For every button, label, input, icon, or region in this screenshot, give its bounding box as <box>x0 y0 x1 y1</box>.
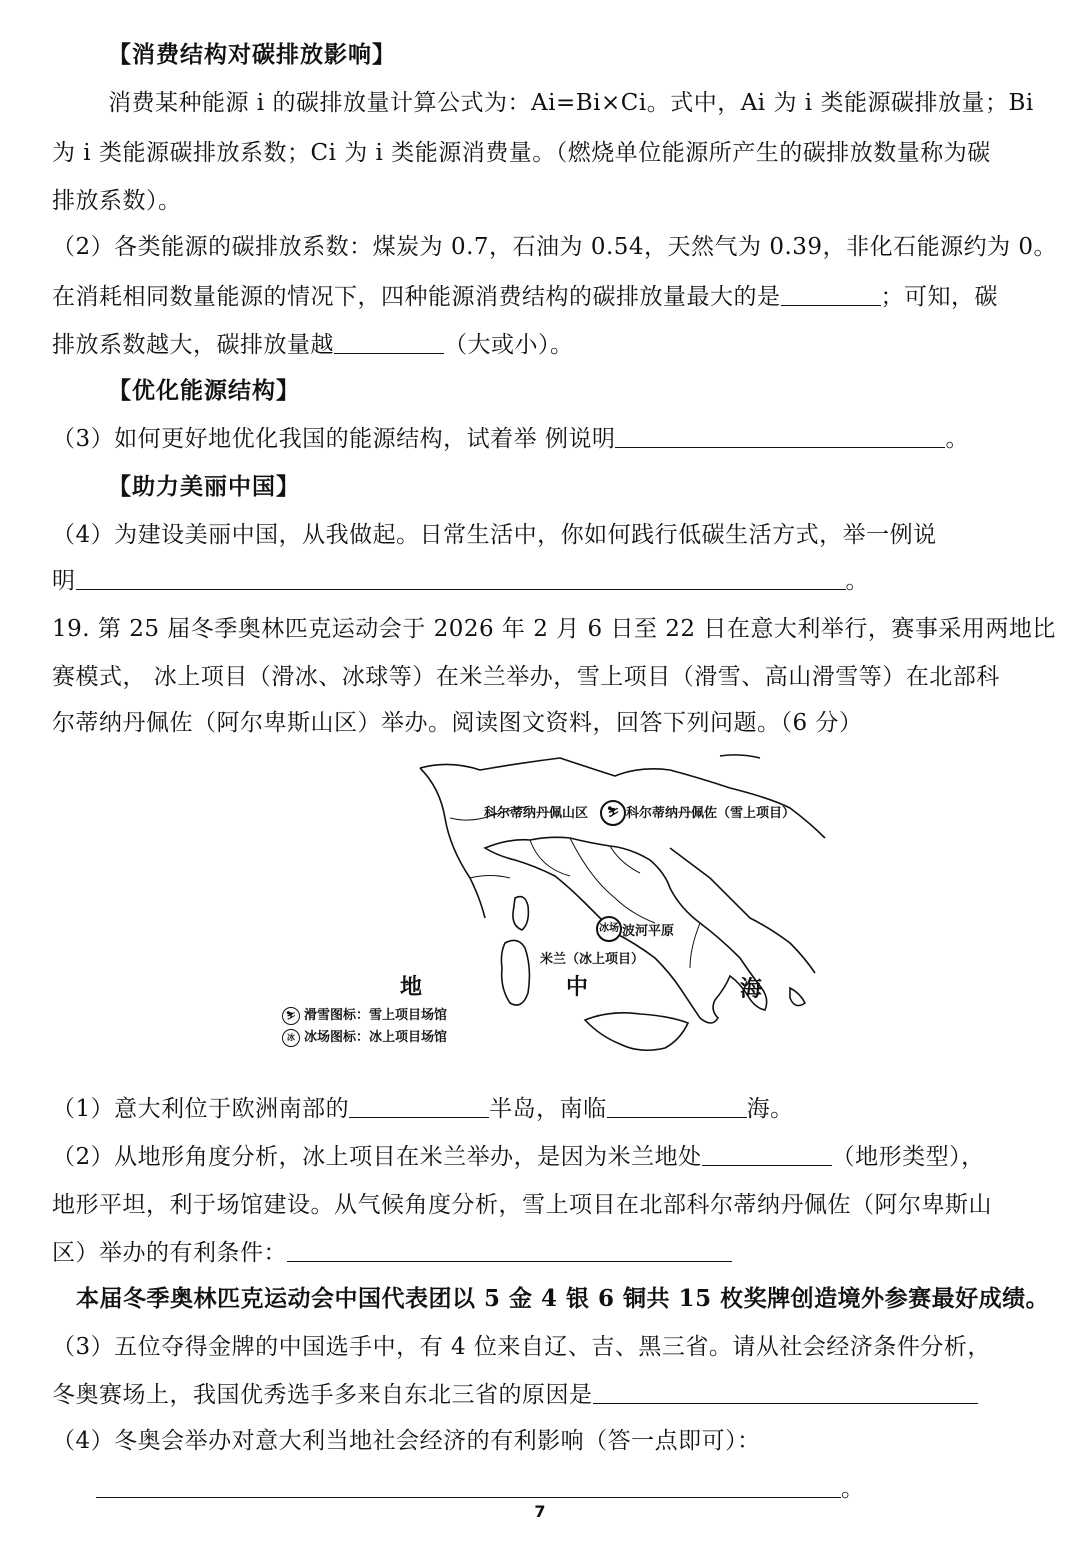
ice-venue-icon: 冰场 <box>596 916 622 942</box>
part-1-text-c: 海。 <box>746 1096 794 1122</box>
question-4-period: 。 <box>845 568 869 594</box>
part-2-line3 <box>52 1238 1040 1268</box>
question-19-line3: 尔蒂纳丹佩佐（阿尔卑斯山区）举办。阅读图文资料，回答下列问题。（6 分） <box>52 710 863 736</box>
question-3-period: 。 <box>945 426 969 452</box>
question-2-text-d: （大或小）。 <box>444 332 574 358</box>
answer-blank-peninsula[interactable] <box>349 1095 489 1118</box>
ski-venue-icon: ⛷ <box>600 800 626 826</box>
part-3-text: 冬奥赛场上，我国优秀选手多来自东北三省的原因是 <box>52 1382 593 1408</box>
part-4-line2 <box>96 1474 1040 1504</box>
part-4-period: 。 <box>841 1476 865 1502</box>
question-2-line3 <box>52 330 1040 360</box>
question-2-text-b: ；可知，碳 <box>880 284 998 310</box>
answer-blank-landform[interactable] <box>702 1143 832 1166</box>
map-label-po-plain: 波河平原 <box>622 924 675 939</box>
answer-blank-climate[interactable] <box>287 1239 732 1262</box>
question-4-line1: （4）为建设美丽中国，从我做起。日常生活中，你如何践行低碳生活方式，举一例说 <box>52 522 937 548</box>
sea-label-char3: 海 <box>740 976 763 1002</box>
part-2-line2: 地形平坦，利于场馆建设。从气候角度分析，雪上项目在北部科尔蒂纳丹佩佐（阿尔卑斯山 <box>52 1192 992 1218</box>
answer-blank-max-emission[interactable] <box>781 283 881 306</box>
answer-blank-economic-impact[interactable] <box>96 1475 841 1498</box>
legend-ice <box>282 1026 447 1047</box>
sea-label-char1: 地 <box>400 974 423 1000</box>
legend-ski-text: 滑雪图标：雪上项目场馆 <box>304 1008 448 1023</box>
question-19-line1: 19. 第 25 届冬季奥林匹克运动会于 2026 年 2 月 6 日至 22 日在意大利举行，赛事采用两地比 <box>52 616 1056 642</box>
legend-ski <box>282 1004 447 1025</box>
formula-text-line1: 消费某种能源 i 的碳排放量计算公式为：Ai=Bi×Ci。式中，Ai 为 i 类能源碳排放量；Bi <box>108 90 1034 116</box>
question-4-text: 明 <box>52 568 76 594</box>
part-2-text-a: （2）从地形角度分析，冰上项目在米兰举办，是因为米兰地处 <box>52 1144 702 1170</box>
question-2-text-c: 排放系数越大，碳排放量越 <box>52 332 334 358</box>
question-4-line2 <box>52 566 1040 596</box>
formula-text-line3: 排放系数）。 <box>52 188 182 214</box>
question-19-line2: 赛模式， 冰上项目（滑冰、冰球等）在米兰举办，雪上项目（滑雪、高山滑雪等）在北部科 <box>52 664 1000 690</box>
part-1-line <box>52 1094 1040 1124</box>
part-1-text-b: 半岛，南临 <box>489 1096 607 1122</box>
part-4-line1: （4）冬奥会举办对意大利当地社会经济的有利影响（答一点即可）： <box>52 1428 761 1454</box>
part-1-text-a: （1）意大利位于欧洲南部的 <box>52 1096 350 1122</box>
legend-ice-text: 冰场图标：冰上项目场馆 <box>304 1030 448 1045</box>
answer-blank-energy-structure[interactable] <box>615 425 945 448</box>
part-2-text-b: （地形类型）， <box>831 1144 985 1170</box>
question-2-line2 <box>52 282 1040 312</box>
map-label-cortina: 科尔蒂纳丹佩佐（雪上项目） <box>626 806 796 821</box>
answer-blank-northeast[interactable] <box>593 1381 978 1404</box>
answer-blank-emission-size[interactable] <box>334 331 444 354</box>
section-heading-energy: 【优化能源结构】 <box>108 377 300 404</box>
ski-legend-icon: ⛷ <box>282 1007 300 1025</box>
answer-blank-sea[interactable] <box>607 1095 747 1118</box>
italy-map <box>270 748 830 1060</box>
sea-label-char2: 中 <box>566 974 589 1000</box>
map-label-milan: 米兰（冰上项目） <box>540 952 645 967</box>
map-label-mountain: 科尔蒂纳丹佩山区 <box>484 806 589 821</box>
section-heading-consumption: 【消费结构对碳排放影响】 <box>108 41 396 68</box>
answer-blank-low-carbon[interactable] <box>76 567 846 590</box>
section-heading-beautiful-china: 【助力美丽中国】 <box>108 473 300 500</box>
formula-text-line2: 为 i 类能源碳排放系数；Ci 为 i 类能源消费量。（燃烧单位能源所产生的碳排放数量称为碳 <box>52 140 991 166</box>
question-2-text-a: 在消耗相同数量能源的情况下，四种能源消费结构的碳排放量最大的是 <box>52 284 781 310</box>
question-2-line1: （2）各类能源的碳排放系数：煤炭为 0.7，石油为 0.54，天然气为 0.39，非化石能源约为 0。 <box>52 234 1058 260</box>
question-3-text: （3）如何更好地优化我国的能源结构，试着举 例说明 <box>52 426 616 452</box>
question-3-line <box>52 424 1040 454</box>
part-2-line1 <box>52 1142 1040 1172</box>
page-number: 7 <box>534 1502 546 1521</box>
part-3-line1: （3）五位夺得金牌的中国选手中，有 4 位来自辽、吉、黑三省。请从社会经济条件分析， <box>52 1334 991 1360</box>
note-medals: 本届冬季奥林匹克运动会中国代表团以 5 金 4 银 6 铜共 15 枚奖牌创造境外参赛最好成绩。 <box>76 1285 1050 1312</box>
ice-legend-icon: 冰 <box>282 1029 300 1047</box>
part-2-text-c: 区）举办的有利条件： <box>52 1240 287 1266</box>
part-3-line2 <box>52 1380 1040 1410</box>
